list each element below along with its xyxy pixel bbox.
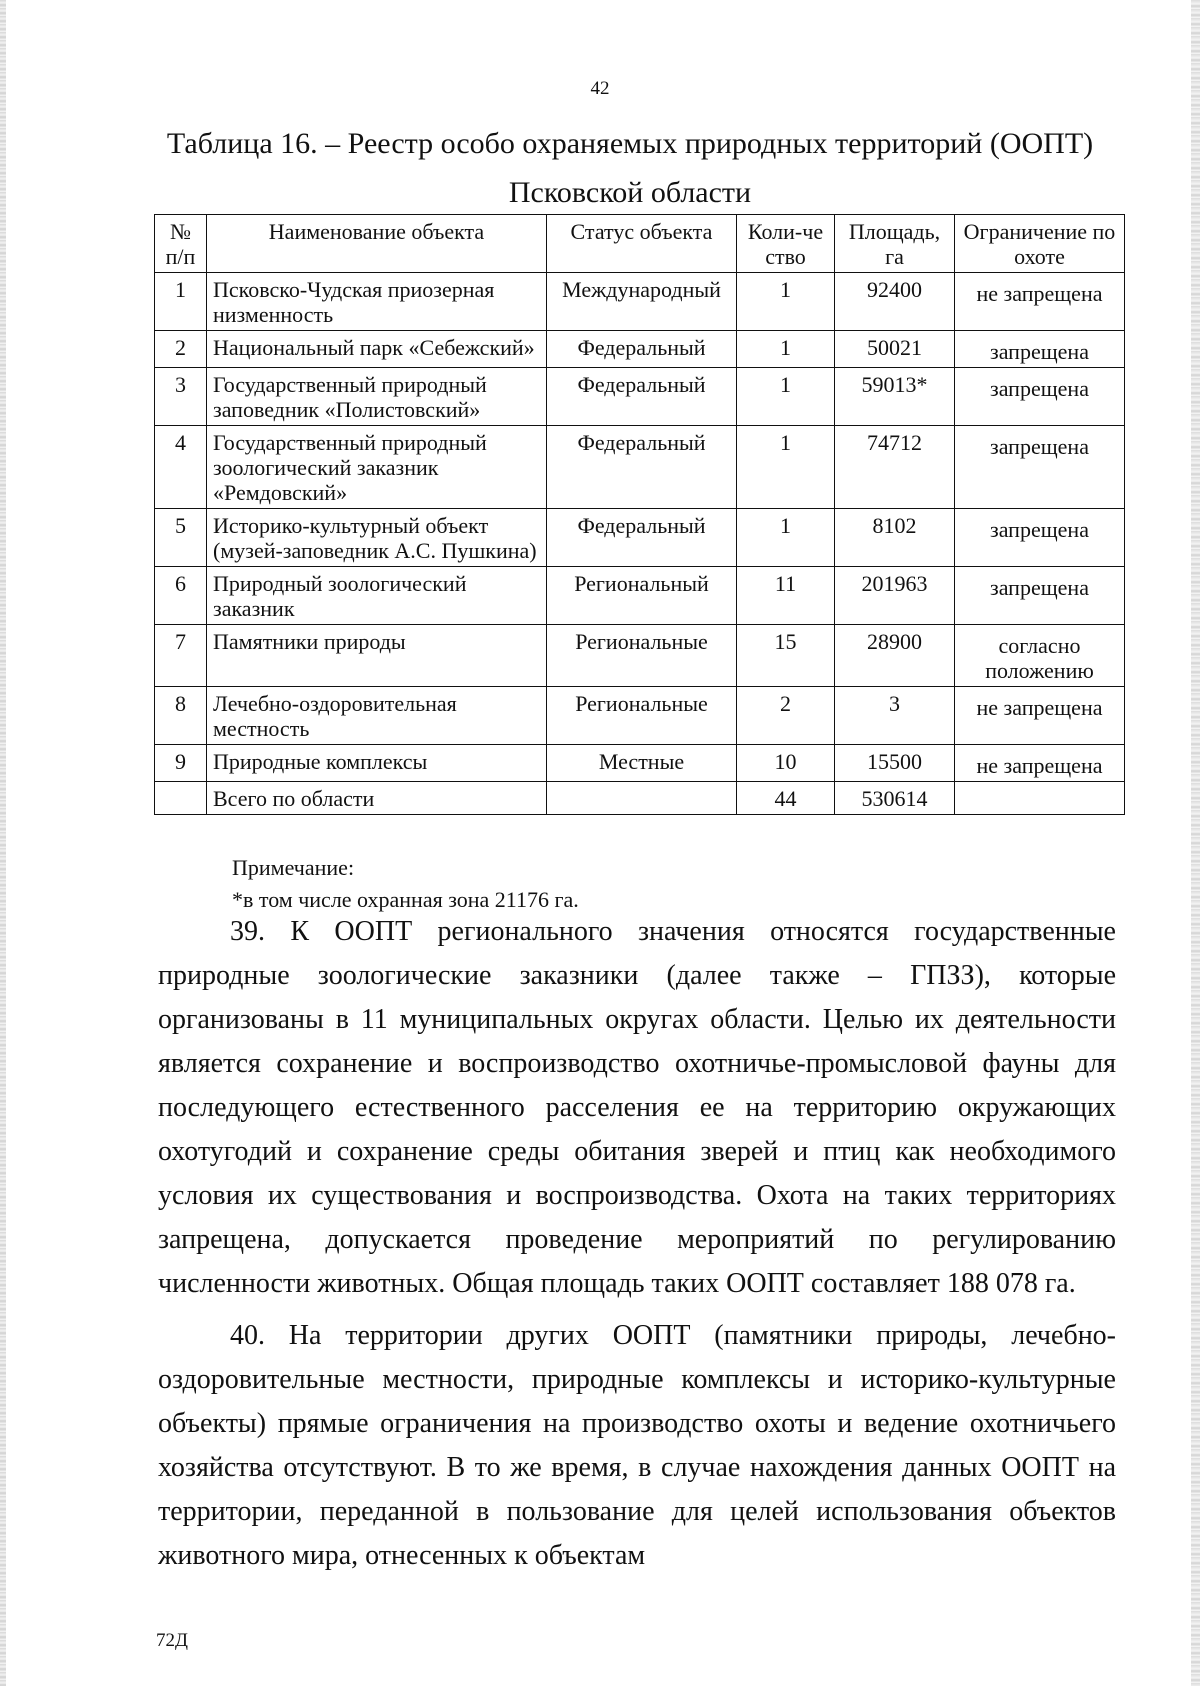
table-header-row [155, 215, 1125, 273]
table-title-line-2: Псковской области [508, 176, 752, 209]
table-row [155, 273, 1125, 331]
row-number-cell [155, 782, 207, 815]
paragraph-40: 40. На территории других ООПТ (памятники природы, лечебно-оздоровительные местности, природные комплексы и историко-культурные объекты) прямые ограничения на производство охоты и ведение охотничьего хозяйства отсутствуют. В то же время, в случае нахождения данных ООПТ на территории, переданной в пользование для целей использования объектов животного мира, отнесенных к объектам [158, 1320, 1116, 1571]
object-name-cell: Памятники природы [207, 625, 547, 687]
oopt-registry-table [154, 214, 1125, 815]
object-count-cell: 1 [737, 509, 835, 567]
hunting-limit-cell: запрещена [955, 509, 1125, 567]
object-status-cell: Федеральный [547, 368, 737, 426]
object-status-cell [547, 782, 737, 815]
object-count-cell: 2 [737, 687, 835, 745]
table-row [155, 331, 1125, 368]
table-title-line-1: Таблица 16. – Реестр особо охраняемых природных территорий (ООПТ) [166, 127, 1094, 160]
table-row [155, 745, 1125, 782]
note-text: *в том числе охранная зона 21176 га. [232, 887, 579, 912]
row-number-cell: 2 [155, 331, 207, 368]
header-status: Статус объекта [547, 215, 737, 273]
hunting-limit-cell: не запрещена [955, 273, 1125, 331]
row-number-cell: 3 [155, 368, 207, 426]
header-area: Площадь, га [835, 215, 955, 273]
row-number-cell: 1 [155, 273, 207, 331]
object-count-cell: 11 [737, 567, 835, 625]
object-status-cell: Региональный [547, 567, 737, 625]
object-name-cell: Природные комплексы [207, 745, 547, 782]
object-name-cell: Государственный природный заповедник «Полистовский» [207, 368, 547, 426]
row-number-cell: 6 [155, 567, 207, 625]
object-area-cell: 59013* [835, 368, 955, 426]
note-label: Примечание: [232, 855, 355, 880]
object-name-cell: Историко-культурный объект (музей-заповедник А.С. Пушкина) [207, 509, 547, 567]
hunting-limit-cell: запрещена [955, 368, 1125, 426]
row-number-cell: 9 [155, 745, 207, 782]
object-area-cell: 15500 [835, 745, 955, 782]
object-area-cell: 530614 [835, 782, 955, 815]
object-name-cell: Государственный природный зоологический заказник «Ремдовский» [207, 426, 547, 509]
object-area-cell: 28900 [835, 625, 955, 687]
object-count-cell: 1 [737, 426, 835, 509]
table-row [155, 687, 1125, 745]
object-count-cell: 1 [737, 331, 835, 368]
scan-edge-left [0, 0, 6, 1686]
table-row [155, 625, 1125, 687]
object-name-cell: Всего по области [207, 782, 547, 815]
scan-edge-right [1191, 0, 1200, 1686]
body-text [158, 910, 1116, 1586]
object-area-cell: 92400 [835, 273, 955, 331]
table-row [155, 426, 1125, 509]
object-area-cell: 74712 [835, 426, 955, 509]
header-count: Коли-чество [737, 215, 835, 273]
hunting-limit-cell: запрещена [955, 426, 1125, 509]
object-area-cell: 201963 [835, 567, 955, 625]
object-area-cell: 50021 [835, 331, 955, 368]
object-count-cell: 15 [737, 625, 835, 687]
object-name-cell: Псковско-Чудская приозерная низменность [207, 273, 547, 331]
table-body [155, 273, 1125, 815]
header-name: Наименование объекта [207, 215, 547, 273]
object-name-cell: Национальный парк «Себежский» [207, 331, 547, 368]
object-count-cell: 10 [737, 745, 835, 782]
row-number-cell: 5 [155, 509, 207, 567]
table-row [155, 368, 1125, 426]
hunting-limit-cell: не запрещена [955, 745, 1125, 782]
object-name-cell: Природный зоологический заказник [207, 567, 547, 625]
object-count-cell: 44 [737, 782, 835, 815]
object-status-cell: Региональные [547, 625, 737, 687]
object-status-cell: Федеральный [547, 509, 737, 567]
footer-code: 72Д [156, 1630, 188, 1651]
row-number-cell: 8 [155, 687, 207, 745]
object-count-cell: 1 [737, 368, 835, 426]
table-row [155, 782, 1125, 815]
row-number-cell: 4 [155, 426, 207, 509]
row-number-cell: 7 [155, 625, 207, 687]
object-status-cell: Федеральный [547, 426, 737, 509]
hunting-limit-cell: не запрещена [955, 687, 1125, 745]
hunting-limit-cell: согласно положению [955, 625, 1125, 687]
object-status-cell: Федеральный [547, 331, 737, 368]
hunting-limit-cell: запрещена [955, 331, 1125, 368]
page-number: 42 [590, 78, 610, 99]
paragraph-39: 39. К ООПТ регионального значения относятся государственные природные зоологические заказники (далее также – ГПЗЗ), которые организованы в 11 муниципальных округах области. Целью их деятельности является сохранение и воспроизводство охотничье-промысловой фауны для последующего естественного расселения ее на территорию окружающих охотугодий и сохранение среды обитания зверей и птиц как необходимого условия их существования и воспроизводства. Охота на таких территориях запрещена, допускается проведение мероприятий по регулированию численности животных. Общая площадь таких ООПТ составляет 188 078 га. [158, 916, 1116, 1299]
hunting-limit-cell [955, 782, 1125, 815]
table-row [155, 509, 1125, 567]
object-area-cell: 3 [835, 687, 955, 745]
object-status-cell: Местные [547, 745, 737, 782]
hunting-limit-cell: запрещена [955, 567, 1125, 625]
header-number: № п/п [155, 215, 207, 273]
object-count-cell: 1 [737, 273, 835, 331]
object-name-cell: Лечебно-оздоровительная местность [207, 687, 547, 745]
table-row [155, 567, 1125, 625]
object-area-cell: 8102 [835, 509, 955, 567]
header-hunting-limit: Ограничение по охоте [955, 215, 1125, 273]
object-status-cell: Международный [547, 273, 737, 331]
object-status-cell: Региональные [547, 687, 737, 745]
table-title [150, 119, 1110, 217]
